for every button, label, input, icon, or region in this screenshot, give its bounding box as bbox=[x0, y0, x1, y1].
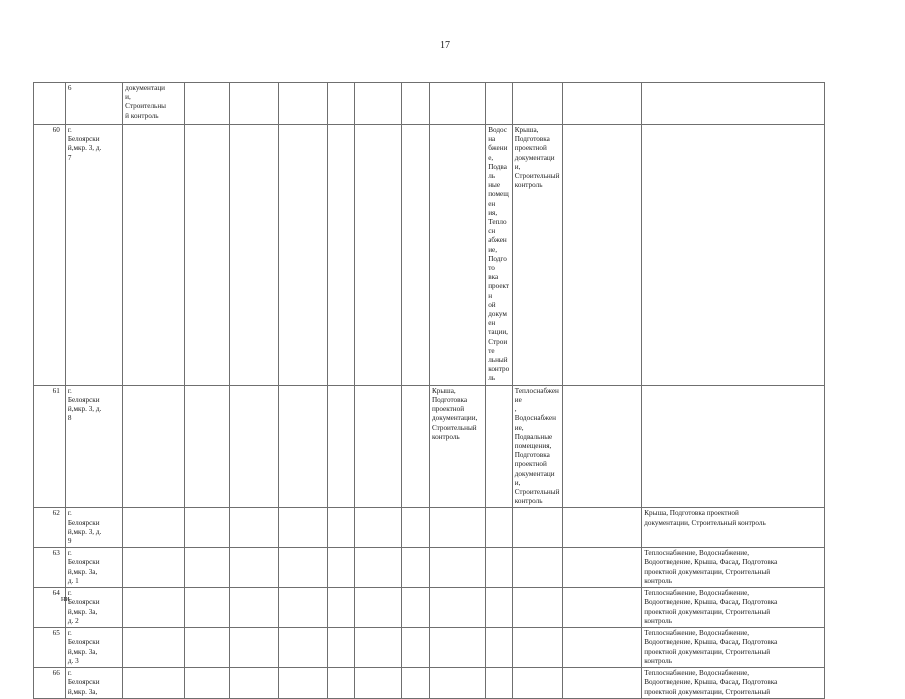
work-type-cell bbox=[184, 385, 230, 508]
work-type-cell bbox=[230, 628, 279, 668]
work-type-cell bbox=[328, 508, 355, 548]
work-type-cell bbox=[328, 588, 355, 628]
work-type-cell bbox=[402, 125, 430, 386]
address-cell: г. Белоярски й,мкр. 3, д. 8 bbox=[65, 385, 122, 508]
address-cell: г. Белоярски й,мкр. 3, д. 7 bbox=[65, 125, 122, 386]
work-type-cell: Крыша, Подготовка проектной документации, Строительный контроль bbox=[642, 508, 825, 548]
work-type-cell bbox=[642, 83, 825, 125]
work-type-cell bbox=[279, 385, 328, 508]
table-row bbox=[34, 548, 825, 588]
work-type-cell bbox=[402, 668, 430, 699]
work-type-cell bbox=[230, 508, 279, 548]
row-number-cell: 66 bbox=[34, 668, 66, 699]
work-type-cell bbox=[429, 125, 485, 386]
work-type-cell bbox=[512, 588, 562, 628]
work-type-cell bbox=[562, 385, 642, 508]
work-type-cell bbox=[279, 508, 328, 548]
address-cell: 6 bbox=[65, 83, 122, 125]
row-number-cell: 60 bbox=[34, 125, 66, 386]
work-type-cell bbox=[123, 628, 185, 668]
work-type-cell bbox=[562, 548, 642, 588]
works-schedule-table bbox=[33, 82, 825, 699]
row-number-cell: 65 bbox=[34, 628, 66, 668]
work-type-cell bbox=[328, 668, 355, 699]
work-type-cell bbox=[512, 508, 562, 548]
work-type-cell bbox=[230, 668, 279, 699]
work-type-cell bbox=[279, 125, 328, 386]
work-type-cell bbox=[123, 548, 185, 588]
work-type-cell bbox=[402, 588, 430, 628]
work-type-cell bbox=[123, 385, 185, 508]
work-type-cell bbox=[184, 668, 230, 699]
work-type-cell bbox=[486, 83, 513, 125]
address-cell: г. Белоярски й,мкр. 3а, д. 3 bbox=[65, 628, 122, 668]
work-type-cell bbox=[184, 588, 230, 628]
work-type-cell bbox=[402, 385, 430, 508]
work-type-cell bbox=[230, 385, 279, 508]
page-number: 17 bbox=[440, 40, 450, 51]
work-type-cell: Водосна бжение, Подваль ные помещен ия, Теплосн абжение, Подгото вка проектн ой докумен тации, Строите льный контроль bbox=[486, 125, 513, 386]
work-type-cell bbox=[486, 385, 513, 508]
work-type-cell bbox=[486, 588, 513, 628]
work-type-cell bbox=[328, 548, 355, 588]
table-row bbox=[34, 508, 825, 548]
work-type-cell bbox=[184, 508, 230, 548]
work-type-cell bbox=[486, 668, 513, 699]
row-number-cell: 61 bbox=[34, 385, 66, 508]
table-row bbox=[34, 83, 825, 125]
work-type-cell bbox=[279, 548, 328, 588]
work-type-cell bbox=[184, 125, 230, 386]
work-type-cell bbox=[562, 508, 642, 548]
footer-mark: ни bbox=[61, 594, 70, 603]
work-type-cell bbox=[184, 548, 230, 588]
work-type-cell bbox=[354, 83, 402, 125]
work-type-cell bbox=[512, 628, 562, 668]
table-row bbox=[34, 628, 825, 668]
work-type-cell bbox=[123, 508, 185, 548]
work-type-cell bbox=[402, 508, 430, 548]
row-number-cell: 62 bbox=[34, 508, 66, 548]
work-type-cell bbox=[354, 668, 402, 699]
work-type-cell bbox=[429, 83, 485, 125]
work-type-cell bbox=[512, 83, 562, 125]
work-type-cell bbox=[642, 125, 825, 386]
work-type-cell: Теплоснабжение, Водоснабжение, Водоотведение, Крыша, Фасад, Подготовка проектной документации, Строительный контроль bbox=[642, 628, 825, 668]
row-number-cell bbox=[34, 83, 66, 125]
work-type-cell bbox=[123, 668, 185, 699]
work-type-cell bbox=[230, 588, 279, 628]
work-type-cell bbox=[184, 628, 230, 668]
work-type-cell bbox=[279, 83, 328, 125]
address-cell: г. Белоярски й,мкр. 3а, д. 2 bbox=[65, 588, 122, 628]
work-type-cell: документаци и, Строительны й контроль bbox=[123, 83, 185, 125]
work-type-cell bbox=[429, 628, 485, 668]
work-type-cell bbox=[562, 588, 642, 628]
table-row bbox=[34, 125, 825, 386]
work-type-cell bbox=[328, 83, 355, 125]
work-type-cell bbox=[279, 668, 328, 699]
work-type-cell bbox=[328, 628, 355, 668]
work-type-cell bbox=[402, 548, 430, 588]
work-type-cell bbox=[354, 548, 402, 588]
work-type-cell bbox=[429, 668, 485, 699]
work-type-cell bbox=[429, 508, 485, 548]
table-row bbox=[34, 588, 825, 628]
work-type-cell: Теплоснабжение, Водоснабжение, Водоотведение, Крыша, Фасад, Подготовка проектной документации, Строительный контроль bbox=[642, 588, 825, 628]
work-type-cell bbox=[123, 125, 185, 386]
row-number-cell: 63 bbox=[34, 548, 66, 588]
work-type-cell bbox=[429, 588, 485, 628]
row-number-cell: 64 bbox=[34, 588, 66, 628]
work-type-cell bbox=[123, 588, 185, 628]
work-type-cell bbox=[184, 83, 230, 125]
work-type-cell bbox=[402, 628, 430, 668]
address-cell: г. Белоярски й,мкр. 3а, д. 1 bbox=[65, 548, 122, 588]
address-cell: г. Белоярски й,мкр. 3а, bbox=[65, 668, 122, 699]
work-type-cell bbox=[512, 668, 562, 699]
work-type-cell bbox=[429, 548, 485, 588]
work-type-cell bbox=[562, 125, 642, 386]
work-type-cell: Крыша, Подготовка проектной документации, Строительный контроль bbox=[512, 125, 562, 386]
work-type-cell bbox=[486, 508, 513, 548]
work-type-cell bbox=[354, 385, 402, 508]
work-type-cell bbox=[279, 628, 328, 668]
work-type-cell bbox=[354, 508, 402, 548]
work-type-cell bbox=[354, 588, 402, 628]
work-type-cell bbox=[486, 628, 513, 668]
work-type-cell bbox=[562, 628, 642, 668]
work-type-cell bbox=[328, 385, 355, 508]
work-type-cell bbox=[354, 628, 402, 668]
table-row bbox=[34, 668, 825, 699]
address-cell: г. Белоярски й,мкр. 3, д. 9 bbox=[65, 508, 122, 548]
work-type-cell bbox=[562, 668, 642, 699]
work-type-cell bbox=[562, 83, 642, 125]
work-type-cell bbox=[354, 125, 402, 386]
work-type-cell bbox=[486, 548, 513, 588]
work-type-cell: Крыша, Подготовка проектной документации, Строительный контроль bbox=[429, 385, 485, 508]
work-type-cell bbox=[230, 125, 279, 386]
work-type-cell: Теплоснабжение, Водоснабжение, Водоотведение, Крыша, Фасад, Подготовка проектной документации, Строительный контроль bbox=[642, 548, 825, 588]
table-row bbox=[34, 385, 825, 508]
work-type-cell bbox=[279, 588, 328, 628]
work-type-cell bbox=[512, 548, 562, 588]
work-type-cell bbox=[402, 83, 430, 125]
work-type-cell bbox=[230, 83, 279, 125]
work-type-cell bbox=[328, 125, 355, 386]
work-type-cell: Теплоснабжение, Водоснабжение, Водоотведение, Крыша, Фасад, Подготовка проектной документации, Строительный bbox=[642, 668, 825, 699]
work-type-cell bbox=[230, 548, 279, 588]
work-type-cell bbox=[642, 385, 825, 508]
work-type-cell: Теплоснабжение , Водоснабжение, Подвальные помещения, Подготовка проектной документации, Строительный контроль bbox=[512, 385, 562, 508]
